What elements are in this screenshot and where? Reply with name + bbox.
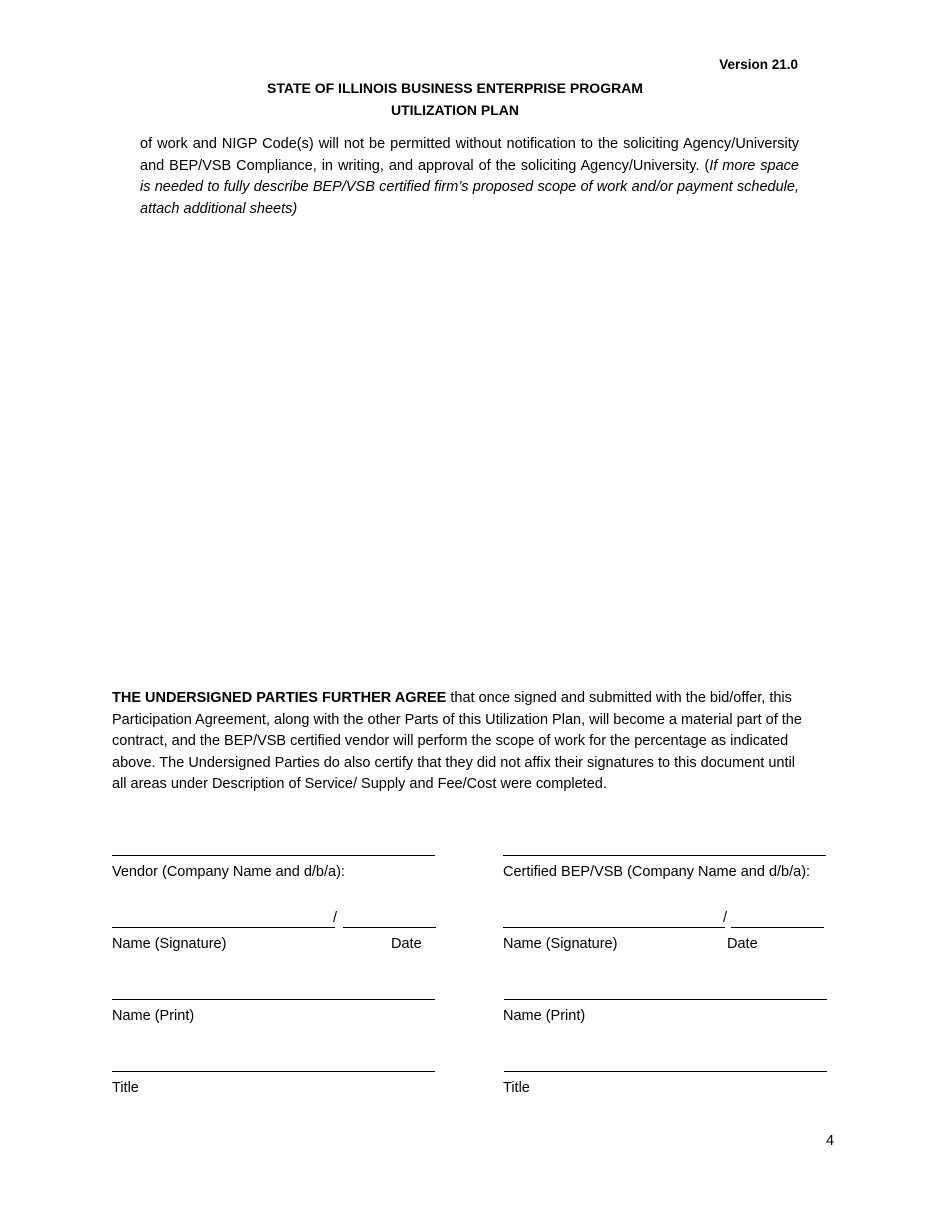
certified-company-label: Certified BEP/VSB (Company Name and d/b/a):	[503, 864, 811, 880]
vendor-print-name-label: Name (Print)	[112, 1008, 195, 1024]
vendor-date-line[interactable]	[343, 927, 436, 928]
certified-signature-slash: /	[723, 910, 728, 926]
page-number: 4	[826, 1133, 835, 1149]
certified-title-label: Title	[503, 1080, 530, 1096]
certified-company-line[interactable]	[503, 855, 826, 856]
version-label: Version 21.0	[719, 57, 798, 72]
certified-date-line[interactable]	[731, 927, 824, 928]
continuation-text: of work and NIGP Code(s) will not be permitted without notification to the soliciting Agency/University and BEP/VSB Compliance, in writing, and approval of the soliciting Agency/University. (	[140, 136, 799, 174]
vendor-company-line[interactable]	[112, 855, 435, 856]
certified-signature-line[interactable]	[503, 927, 725, 928]
certified-signature-label: Name (Signature)	[503, 936, 618, 952]
certified-print-name-line[interactable]	[504, 999, 827, 1000]
title-line-1: STATE OF ILLINOIS BUSINESS ENTERPRISE PROGRAM	[267, 80, 643, 96]
vendor-company-label: Vendor (Company Name and d/b/a):	[112, 864, 345, 880]
agreement-bold-lead: THE UNDERSIGNED PARTIES FURTHER AGREE	[112, 690, 447, 706]
document-title	[220, 77, 690, 121]
vendor-signature-label: Name (Signature)	[112, 936, 227, 952]
certified-print-name-label: Name (Print)	[503, 1008, 586, 1024]
agreement-text: that once signed and submitted with the bid/offer, this Participation Agreement, along with the other Parts of this Utilization Plan, will become a material part of the contract, and the BEP/VSB certified vendor will perform the scope of work for the percentage as indicated above. The Undersigned Parties do also certify that they did not affix their signatures to this document until all areas under Description of Service/ Supply and Fee/Cost were completed.	[112, 690, 802, 792]
certified-date-label: Date	[727, 936, 758, 952]
vendor-title-line[interactable]	[112, 1071, 435, 1072]
title-line-2: UTILIZATION PLAN	[390, 102, 520, 118]
vendor-signature-line[interactable]	[112, 927, 335, 928]
vendor-signature-slash: /	[333, 910, 338, 926]
continuation-italic-note: If more space is needed to fully describe BEP/VSB certified firm’s proposed scope of work and/or payment schedule, attach additional sheets)	[140, 157, 799, 217]
certified-title-line[interactable]	[504, 1071, 827, 1072]
agreement-paragraph	[112, 688, 807, 796]
vendor-print-name-line[interactable]	[112, 999, 435, 1000]
vendor-date-label: Date	[391, 936, 422, 952]
vendor-title-label: Title	[112, 1080, 139, 1096]
continuation-paragraph	[140, 134, 799, 220]
